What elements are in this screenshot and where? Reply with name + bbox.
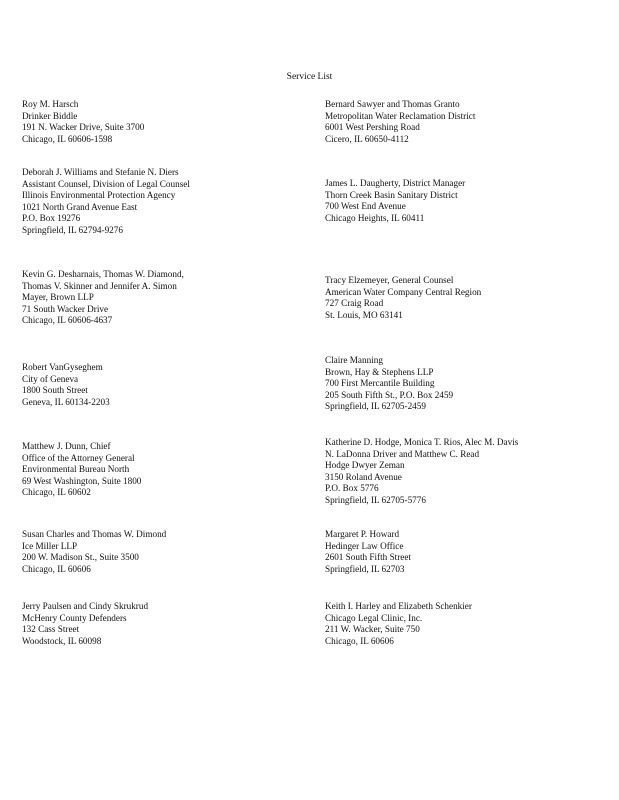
right-address-block xyxy=(325,275,481,321)
address-line: Chicago Heights, IL 60411 xyxy=(325,212,425,223)
address-line: Assistant Counsel, Division of Legal Counsel xyxy=(22,178,190,189)
address-line: 6001 West Pershing Road xyxy=(325,122,420,133)
right-address-block xyxy=(325,99,475,145)
left-address-block xyxy=(22,269,184,327)
address-line: Hodge Dwyer Zeman xyxy=(325,460,405,471)
party-name: Matthew J. Dunn, Chief xyxy=(22,441,111,451)
address-line: 200 W. Madison St., Suite 3500 xyxy=(22,552,139,563)
address-line: 1800 South Street xyxy=(22,385,88,396)
address-line: 69 West Washington, Suite 1800 xyxy=(22,475,142,486)
address-line: Brown, Hay & Stephens LLP xyxy=(325,366,434,377)
right-address-block xyxy=(325,178,465,224)
address-line: P.O. Box 5776 xyxy=(325,483,379,494)
address-line: Chicago, IL 60606-1598 xyxy=(22,133,113,144)
address-line: 700 First Mercantile Building xyxy=(325,378,435,389)
party-name: Kevin G. Desharnais, Thomas W. Diamond, xyxy=(22,269,184,279)
party-name: Claire Manning xyxy=(325,355,383,365)
left-address-block xyxy=(22,529,166,575)
party-name: Jerry Paulsen and Cindy Skrukrud xyxy=(22,601,149,611)
address-line: 205 South Fifth St., P.O. Box 2459 xyxy=(325,389,454,400)
address-line: Office of the Attorney General xyxy=(22,452,135,463)
address-line: Drinker Biddle xyxy=(22,110,78,121)
address-line: 3150 Roland Avenue xyxy=(325,471,402,482)
party-name: Bernard Sawyer and Thomas Granto xyxy=(325,99,460,109)
address-line: 71 South Wacker Drive xyxy=(22,303,109,314)
address-line: Mayer, Brown LLP xyxy=(22,292,94,303)
address-line: Ice Miller LLP xyxy=(22,540,78,551)
address-line: Chicago Legal Clinic, Inc. xyxy=(325,612,423,623)
address-line: Springfield, IL 62705-5776 xyxy=(325,494,426,505)
address-line: 211 W. Wacker, Suite 750 xyxy=(325,624,420,635)
party-name: Margaret P. Howard xyxy=(325,529,400,539)
address-line: St. Louis, MO 63141 xyxy=(325,309,403,320)
party-name: Tracy Elzemeyer, General Counsel xyxy=(325,275,454,285)
address-line: P.O. Box 19276 xyxy=(22,213,81,224)
address-line: 727 Craig Road xyxy=(325,298,384,309)
address-line: N. LaDonna Driver and Matthew C. Read xyxy=(325,448,480,459)
party-name: Deborah J. Williams and Stefanie N. Diers xyxy=(22,167,179,177)
address-line: Hedinger Law Office xyxy=(325,540,404,551)
left-address-block xyxy=(22,167,190,237)
address-line: Chicago, IL 60602 xyxy=(22,487,91,498)
right-address-block xyxy=(325,355,453,413)
left-address-block xyxy=(22,601,148,647)
address-line: 132 Cass Street xyxy=(22,624,80,635)
right-address-block xyxy=(325,601,472,647)
address-line: American Water Company Central Region xyxy=(325,286,482,297)
party-name: Susan Charles and Thomas W. Dimond xyxy=(22,529,167,539)
address-line: Environmental Bureau North xyxy=(22,464,130,475)
right-address-block xyxy=(325,437,518,507)
left-address-block xyxy=(22,362,110,408)
party-name: Roy M. Harsch xyxy=(22,99,79,109)
party-name: Katherine D. Hodge, Monica T. Rios, Alec M. Davis xyxy=(325,437,519,447)
address-line: 2601 South Fifth Street xyxy=(325,552,412,563)
address-line: Chicago, IL 60606 xyxy=(22,563,91,574)
address-line: 191 N. Wacker Drive, Suite 3700 xyxy=(22,122,145,133)
left-address-block xyxy=(22,99,144,145)
address-line: City of Geneva xyxy=(22,373,79,384)
address-line: Chicago, IL 60606-4637 xyxy=(22,315,113,326)
address-line: Illinois Environmental Protection Agency xyxy=(22,190,176,201)
address-line: Geneva, IL 60134-2203 xyxy=(22,396,110,407)
address-line: Springfield, IL 62705-2459 xyxy=(325,401,426,412)
address-line: Cicero, IL 60650-4112 xyxy=(325,133,409,144)
address-line: Chicago, IL 60606 xyxy=(325,635,394,646)
address-line: 700 West End Avenue xyxy=(325,201,406,212)
address-line: Woodstock, IL 60098 xyxy=(22,635,102,646)
party-name: Keith I. Harley and Elizabeth Schenkier xyxy=(325,601,472,611)
address-line: Thorn Creek Basin Sanitary District xyxy=(325,189,458,200)
address-line: Springfield, IL 62703 xyxy=(325,563,405,574)
right-address-block xyxy=(325,529,411,575)
page-title: Service List xyxy=(286,72,333,82)
address-line: 1021 North Grand Avenue East xyxy=(22,201,138,212)
address-line: Thomas V. Skinner and Jennifer A. Simon xyxy=(22,280,177,291)
party-name: Robert VanGyseghem xyxy=(22,362,103,372)
address-line: Metropolitan Water Reclamation District xyxy=(325,110,476,121)
address-line: McHenry County Defenders xyxy=(22,612,127,623)
party-name: James L. Daugherty, District Manager xyxy=(325,178,466,188)
left-address-block xyxy=(22,441,141,499)
address-line: Springfield, IL 62794-9276 xyxy=(22,224,123,235)
